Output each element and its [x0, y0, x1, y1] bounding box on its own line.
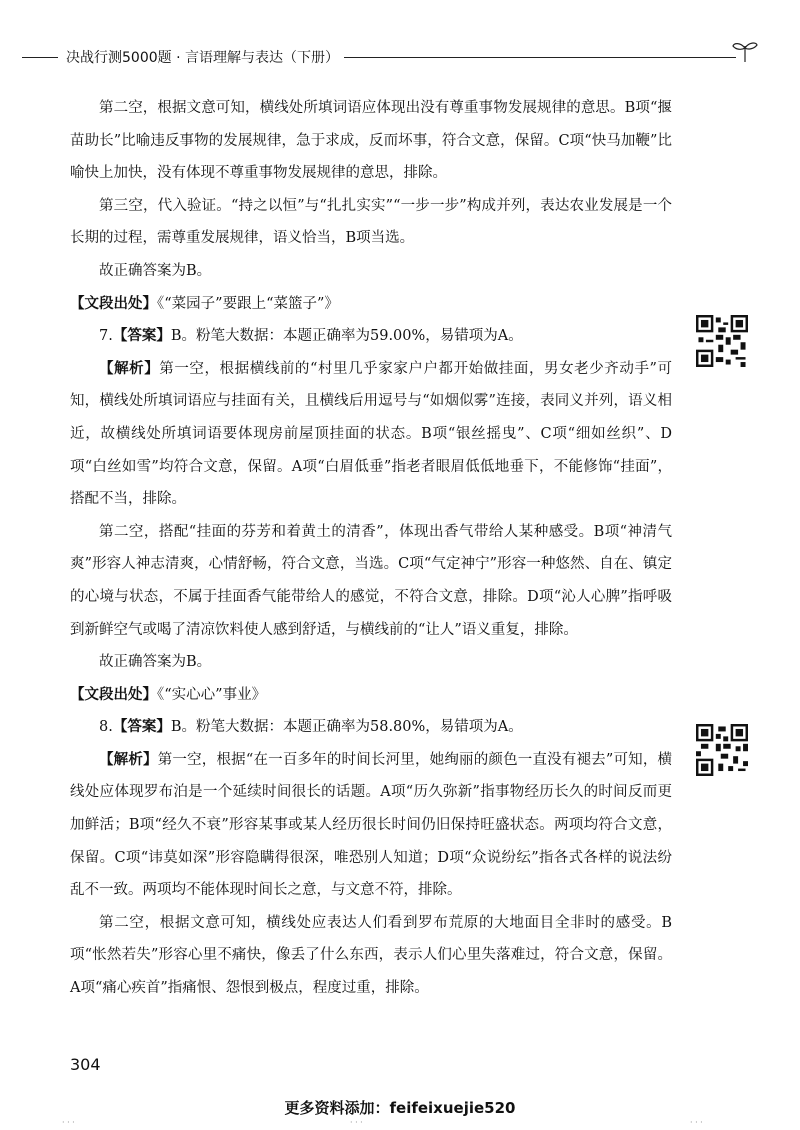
paragraph: 第二空，搭配“挂面的芬芳和着黄土的清香”，体现出香气带给人某种感受。B项“神清气爽”形容人神志清爽，心情舒畅，符合文意，当选。C项“气定神宁”形容一种悠然、自在、镇定的心境与状态，不属于挂面香气能带给人的感觉，不符合文意，排除。D项“沁人心脾”指呼吸到新鲜空气或喝了清凉饮料使人感到舒适，与横线前的“让人”语义重复，排除。 [70, 523, 672, 638]
paragraph: 第二空，根据文意可知，横线处应表达人们看到罗布荒原的大地面目全非时的感受。B项“怅然若失”形容心里不痛快，像丢了什么东西，表示人们心里失落难过，符合文意，保留。A项“痛心疾首”指痛恨、怨恨到极点，程度过重，排除。 [70, 914, 672, 997]
answer-line: 故正确答案为B。 [99, 654, 212, 671]
paragraph: 第三空，代入验证。“持之以恒”与“扎扎实实”“一步一步”构成并列，表达农业发展是一个长期的过程，需尊重发展规律，语义恰当，B项当选。 [70, 197, 672, 247]
footer-contact-note: 更多资料添加：feifeixuejie520 [284, 1099, 516, 1117]
scan-artifact: · · · [690, 1118, 703, 1127]
source-line: 【文段出处】《“菜园子”要跟上“菜篮子”》 [70, 295, 339, 312]
header-rule-right [344, 57, 736, 58]
qr-code-icon[interactable] [696, 724, 748, 776]
scan-artifact: · · · [350, 1118, 363, 1127]
analysis-paragraph: 【解析】第一空，根据横线前的“村里几乎家家户户都开始做挂面，男女老少齐动手”可知，横线处所填词语应与挂面有关，且横线后用逗号与“如烟似雾”连接，表同义并列，语义相近，故横线处所填词语要体现房前屋顶挂面的状态。B项“银丝摇曳”、C项“细如丝织”、D项“白丝如雪”均符合文意，保留。A项“白眉低垂”指老者眼眉低低地垂下，不能修饰“挂面”，搭配不当，排除。 [70, 360, 672, 508]
scan-artifact: · · · [62, 1118, 75, 1127]
header-rule-left [22, 57, 58, 58]
sprout-icon [730, 40, 760, 64]
answer-line: 故正确答案为B。 [99, 262, 212, 279]
source-line: 【文段出处】《“实心心”事业》 [70, 686, 267, 703]
paragraph: 第二空，根据文意可知，横线处所填词语应体现出没有尊重事物发展规律的意思。B项“揠苗助长”比喻违反事物的发展规律，急于求成，反而坏事，符合文意，保留。C项“快马加鞭”比喻快上加快，没有体现不尊重事物发展规律的意思，排除。 [70, 100, 672, 182]
answer-line: 8.【答案】B。粉笔大数据：本题正确率为58.80%，易错项为A。 [99, 719, 523, 736]
explanation-body [70, 92, 672, 1005]
qr-code-icon[interactable] [696, 315, 748, 367]
analysis-paragraph: 【解析】第一空，根据“在一百多年的时间长河里，她绚丽的颜色一直没有褪去”可知，横线处应体现罗布泊是一个延续时间很长的话题。A项“历久弥新”指事物经历长久的时间反而更加鲜活；B项“经久不衰”形容某事或某人经历很长时间仍旧保持旺盛状态。两项均符合文意，保留。C项“讳莫如深”形容隐瞒得很深，唯恐别人知道；D项“众说纷纭”指各式各样的说法纷乱不一致。两项均不能体现时间长之意，与文意不符，排除。 [70, 751, 673, 899]
page-number: 304 [70, 1055, 101, 1074]
book-title: 决战行测5000题 · 言语理解与表达（下册） [66, 50, 339, 66]
running-header [0, 40, 800, 76]
answer-line: 7.【答案】B。粉笔大数据：本题正确率为59.00%，易错项为A。 [99, 328, 523, 345]
